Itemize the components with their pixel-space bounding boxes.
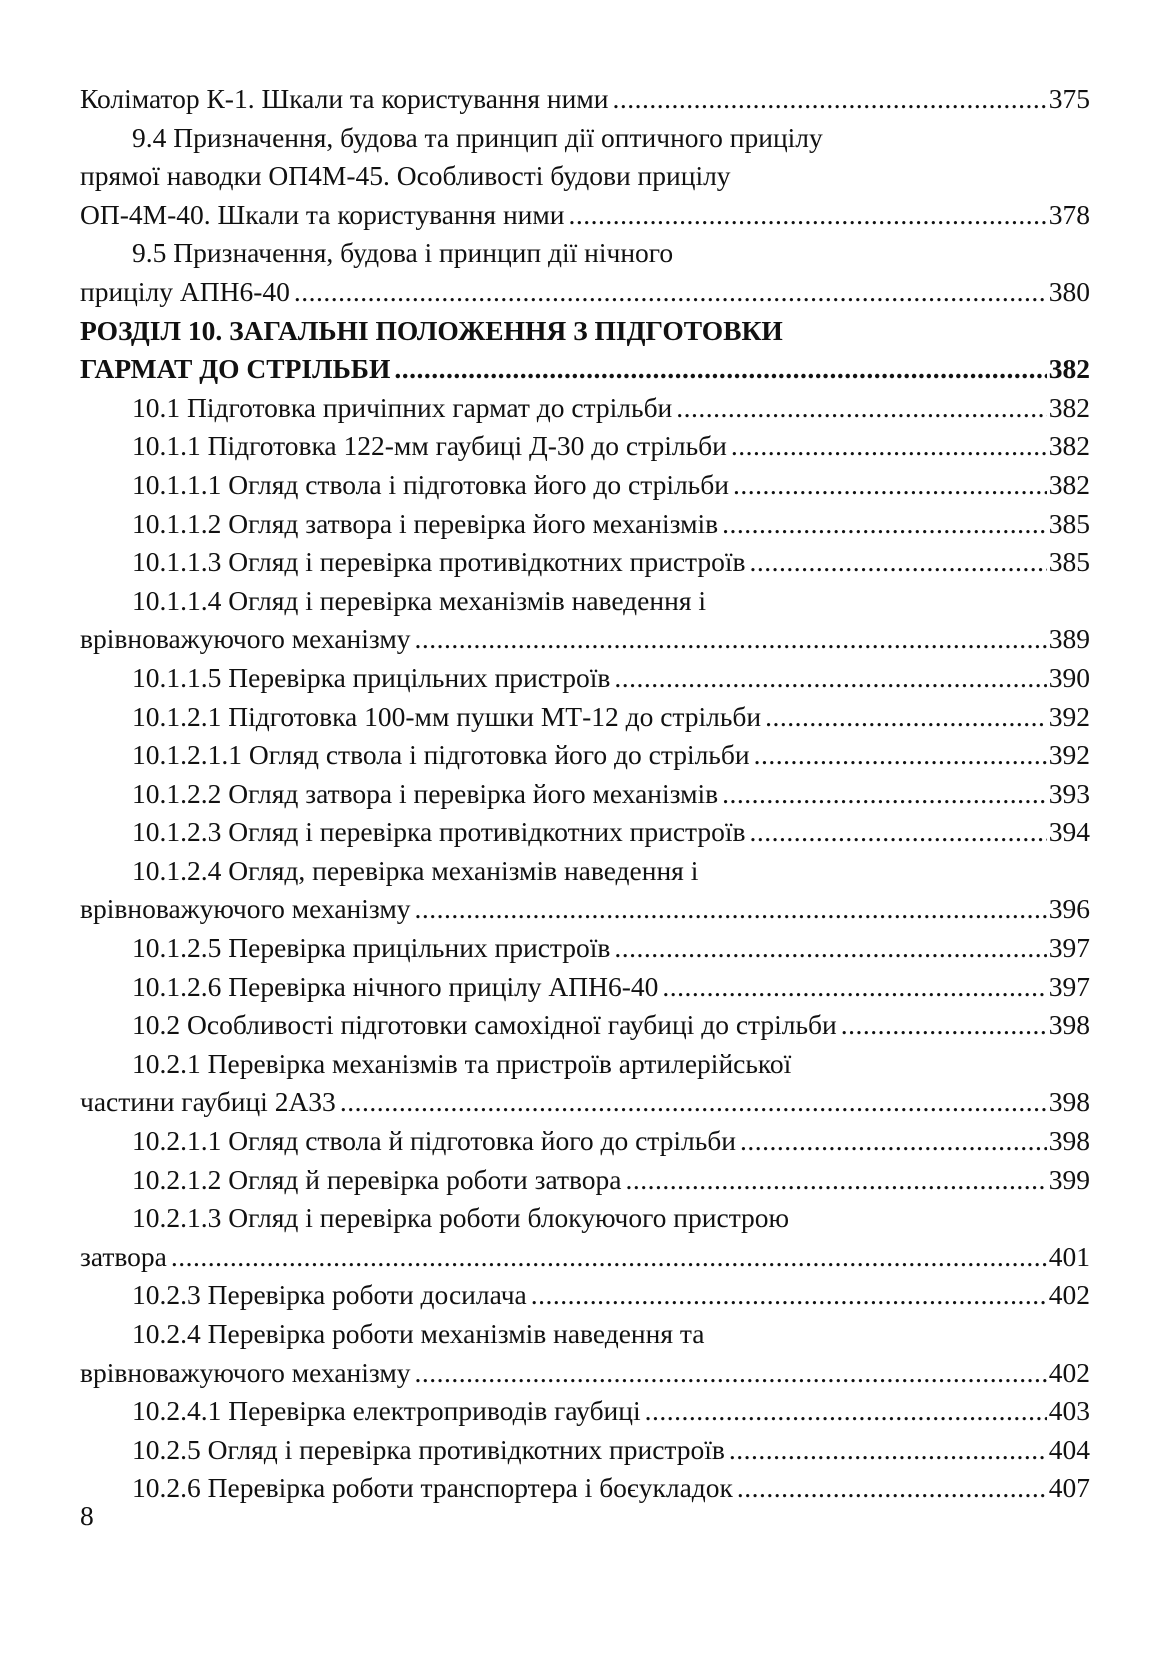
toc-leader-dots: [731, 427, 1047, 466]
toc-entry: [80, 80, 1090, 119]
toc-entry-title: Коліматор К-1. Шкали та користування ними: [80, 83, 609, 114]
toc-leader-dots: [415, 620, 1047, 659]
toc-entry: [80, 929, 1090, 968]
toc-leader-dots: [569, 196, 1047, 235]
toc-entry-page: 397: [1048, 932, 1090, 964]
toc-entry: [80, 196, 1090, 235]
toc-entry-page: 402: [1048, 1356, 1090, 1388]
toc-leader-dots: [340, 1083, 1047, 1122]
toc-leader-dots: [625, 1161, 1046, 1200]
toc-entry-title: 10.1.2.1 Підготовка 100-мм пушки МТ-12 до стрільби: [132, 700, 762, 732]
toc-entry-title: ГАРМАТ ДО СТРІЛЬБИ: [80, 353, 391, 385]
toc-entry-title: врівноважуючого механізму: [80, 1356, 411, 1388]
toc-entry: [80, 1083, 1090, 1122]
toc-leader-dots: [765, 698, 1047, 737]
toc-entry-page: 385: [1048, 507, 1090, 539]
toc-leader-dots: [754, 736, 1047, 775]
toc-entry: [80, 1238, 1090, 1277]
toc-entry: [80, 505, 1090, 544]
toc-entry-title: 10.1.1.5 Перевірка прицільних пристроїв: [132, 661, 611, 693]
toc-leader-dots: [841, 1006, 1047, 1045]
toc-entry-title: 10.2.3 Перевірка роботи досилача: [132, 1279, 527, 1311]
toc-leader-dots: [415, 890, 1047, 929]
toc-entry-title: 10.2.1.1 Огляд ствола й підготовка його до стрільби: [132, 1125, 737, 1157]
toc-leader-dots: [737, 1469, 1047, 1508]
toc-entry: [80, 968, 1090, 1007]
toc-entry: [80, 1469, 1090, 1508]
toc-entry-title: врівноважуючого механізму: [80, 623, 411, 655]
toc-entry-page: 398: [1048, 1125, 1090, 1157]
toc-leader-dots: [294, 273, 1047, 312]
toc-leader-dots: [415, 1354, 1047, 1393]
toc-entry-line: 10.2.1 Перевірка механізмів та пристроїв артилерійської: [132, 1047, 792, 1079]
toc-entry: [80, 890, 1090, 929]
toc-entry-line: 10.1.2.4 Огляд, перевірка механізмів наведення і: [132, 854, 699, 886]
toc-entry-page: 399: [1048, 1163, 1090, 1195]
toc-entry-title: 10.1.2.1.1 Огляд ствола і підготовка його до стрільби: [132, 739, 750, 771]
toc-leader-dots: [394, 350, 1046, 389]
toc-entry-line: 10.2.4 Перевірка роботи механізмів наведення та: [132, 1318, 705, 1349]
toc-entry-page: 389: [1048, 623, 1090, 655]
toc-entry-line: 9.5 Призначення, будова і принцип дії нічного: [132, 237, 674, 269]
toc-entry-page: 375: [1048, 83, 1090, 114]
toc-entry-title: 10.2.6 Перевірка роботи транспортера і боєукладок: [132, 1472, 733, 1504]
toc-entry-page: 403: [1048, 1395, 1090, 1427]
toc-entry: [80, 1122, 1090, 1161]
toc-leader-dots: [531, 1276, 1047, 1315]
toc-entry-title: 10.1.2.5 Перевірка прицільних пристроїв: [132, 932, 611, 964]
toc-entry-page: 398: [1048, 1086, 1090, 1118]
toc-entry-page: 397: [1048, 970, 1090, 1002]
toc-leader-dots: [614, 929, 1046, 968]
toc-entry-title: 10.1.2.3 Огляд і перевірка противідкотних пристроїв: [132, 816, 746, 848]
toc-entry-title: 10.2.5 Огляд і перевірка противідкотних пристроїв: [132, 1433, 725, 1465]
toc-entry-page: 390: [1048, 661, 1090, 693]
toc-entry-page: 392: [1048, 739, 1090, 771]
toc-entry-title: врівноважуючого механізму: [80, 893, 411, 925]
toc-entry: [80, 1006, 1090, 1045]
toc-leader-dots: [750, 543, 1047, 582]
toc-entry: [80, 1161, 1090, 1200]
toc-entry-page: 392: [1048, 700, 1090, 732]
toc-entry: [80, 389, 1090, 428]
toc-entry-line: 10.2.1.3 Огляд і перевірка роботи блокуючого пристрою: [132, 1202, 790, 1234]
toc-entry-title: 10.1 Підготовка причіпних гармат до стрільби: [132, 391, 673, 423]
toc-entry-page: 382: [1048, 430, 1090, 462]
toc-entry: [80, 698, 1090, 737]
toc-leader-dots: [750, 813, 1047, 852]
toc-entry-title: 10.1.2.6 Перевірка нічного прицілу АПН6-40: [132, 970, 659, 1002]
toc-leader-dots: [722, 775, 1047, 814]
toc-entry-title: 10.2.1.2 Огляд й перевірка роботи затвора: [132, 1163, 622, 1195]
toc-entry: [80, 350, 1090, 389]
toc-entry-page: 394: [1048, 816, 1090, 848]
toc-entry: [80, 620, 1090, 659]
toc-entry-title: 10.1.2.2 Огляд затвора і перевірка його механізмів: [132, 777, 719, 809]
toc-entry-page: 402: [1048, 1279, 1090, 1311]
toc-entry-page: 401: [1048, 1240, 1090, 1272]
toc-entry: [80, 1431, 1090, 1470]
toc-leader-dots: [740, 1122, 1047, 1161]
toc-entry-title: частини гаубиці 2А33: [80, 1086, 336, 1118]
toc-entry: [80, 775, 1090, 814]
toc-entry: [80, 1276, 1090, 1315]
toc-entry-page: 404: [1048, 1433, 1090, 1465]
toc-entry-title: 10.2.4.1 Перевірка електроприводів гаубиці: [132, 1395, 641, 1427]
toc-entry: [80, 543, 1090, 582]
toc-leader-dots: [171, 1238, 1047, 1277]
toc-entry-line: прямої наводки ОП4М-45. Особливості будови прицілу: [80, 160, 731, 192]
toc-entry-title: 10.1.1.1 Огляд ствола і підготовка його до стрільби: [132, 468, 729, 500]
toc-entry-title: 10.2 Особливості підготовки самохідної гаубиці до стрільби: [132, 1009, 837, 1041]
toc-entry: [80, 1392, 1090, 1431]
toc-entry-page: 382: [1048, 468, 1090, 500]
toc-entry-page: 398: [1048, 1009, 1090, 1041]
toc-entry: [80, 813, 1090, 852]
toc-entry-title: затвора: [80, 1240, 167, 1272]
toc-entry-page: 378: [1048, 198, 1090, 230]
toc-entry-page: 385: [1048, 546, 1090, 578]
toc-entry-page: 396: [1048, 893, 1090, 925]
toc-leader-dots: [733, 466, 1047, 505]
toc-entry: [80, 273, 1090, 312]
toc-leader-dots: [676, 389, 1046, 428]
table-of-contents: [80, 80, 1090, 1508]
toc-leader-dots: [729, 1431, 1047, 1470]
toc-entry: [80, 466, 1090, 505]
toc-entry-title: ОП-4М-40. Шкали та користування ними: [80, 198, 565, 230]
toc-leader-dots: [662, 968, 1046, 1007]
toc-entry-page: 382: [1048, 391, 1090, 423]
toc-entry-page: 393: [1048, 777, 1090, 809]
toc-leader-dots: [722, 505, 1047, 544]
toc-entry-line: 10.1.1.4 Огляд і перевірка механізмів наведення і: [132, 584, 706, 616]
toc-entry-title: 10.1.1.2 Огляд затвора і перевірка його механізмів: [132, 507, 719, 539]
toc-entry-title: прицілу АПН6-40: [80, 275, 290, 307]
toc-entry-line: РОЗДІЛ 10. ЗАГАЛЬНІ ПОЛОЖЕННЯ З ПІДГОТОВКИ: [80, 314, 783, 346]
toc-entry: [80, 736, 1090, 775]
toc-entry-title: 10.1.1 Підготовка 122-мм гаубиці Д-30 до стрільби: [132, 430, 727, 462]
toc-leader-dots: [612, 80, 1046, 119]
toc-leader-dots: [614, 659, 1046, 698]
toc-entry-title: 10.1.1.3 Огляд і перевірка противідкотних пристроїв: [132, 546, 746, 578]
toc-entry: [80, 659, 1090, 698]
toc-entry-page: 380: [1048, 275, 1090, 307]
toc-entry-page: 407: [1048, 1472, 1090, 1504]
toc-leader-dots: [645, 1392, 1047, 1431]
page-number: 8: [80, 1500, 94, 1531]
toc-entry: [80, 1354, 1090, 1393]
toc-entry: [80, 427, 1090, 466]
toc-entry-page: 382: [1048, 353, 1090, 385]
toc-entry-line: 9.4 Призначення, будова та принцип дії оптичного прицілу: [132, 121, 823, 153]
